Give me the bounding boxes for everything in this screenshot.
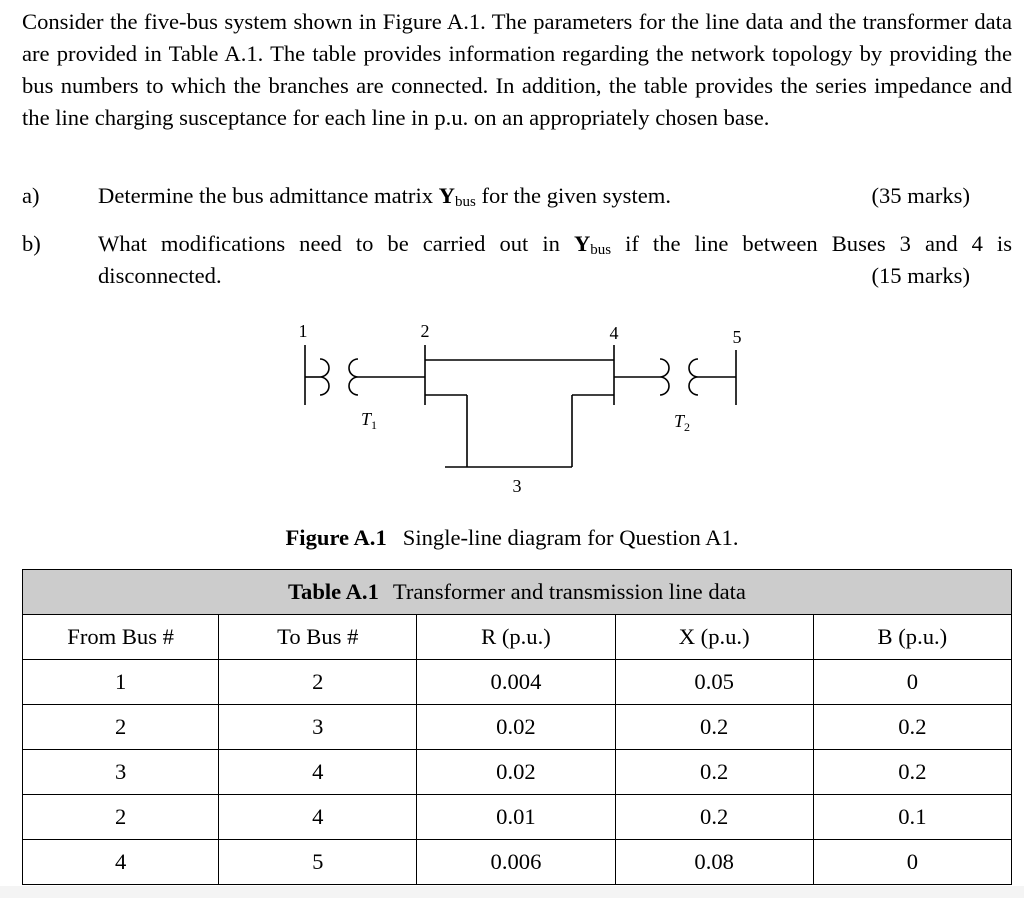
transformer-t1-label: $T_1$: [361, 409, 378, 432]
cell-r: 0.02: [417, 750, 615, 795]
transformer-t1-secondary-coil: [349, 359, 358, 395]
transformer-t2-primary-coil: [660, 359, 669, 395]
cell-x: 0.2: [615, 750, 813, 795]
header-x: X (p.u.): [615, 615, 813, 660]
question-b-text-line2: disconnected.: [98, 263, 222, 288]
table-row: [23, 705, 1012, 750]
cell-b: 0.2: [813, 705, 1011, 750]
cell-from-bus: 2: [23, 705, 219, 750]
cell-from-bus: 3: [23, 750, 219, 795]
single-line-diagram: [280, 315, 760, 500]
cell-to-bus: 3: [219, 705, 417, 750]
cell-from-bus: 4: [23, 840, 219, 885]
bus-1-label: 1: [298, 321, 308, 341]
cell-r: 0.004: [417, 660, 615, 705]
question-a-text: Determine the bus admittance matrix $Y_{bus}$ for the given system.: [98, 183, 671, 210]
question-a: [0, 180, 1024, 212]
table-row: [23, 660, 1012, 705]
cell-x: 0.2: [615, 705, 813, 750]
transformer-t2-secondary-coil: [689, 359, 698, 395]
header-from-bus: From Bus #: [23, 615, 219, 660]
line-data-table: [22, 569, 1012, 885]
cell-r: 0.006: [417, 840, 615, 885]
problem-intro: Consider the five-bus system shown in Figure A.1. The parameters for the line data and the transformer data are provided in Table A.1. The table provides information regarding the network topology by providing the bus numbers to which the branches are connected. In addition, the table provides the series impedance and the line charging susceptance for each line in p.u. on an appropriately chosen base.: [22, 9, 1012, 130]
cell-b: 0: [813, 840, 1011, 885]
cell-b: 0.2: [813, 750, 1011, 795]
bus-2-label: 2: [420, 321, 430, 341]
table-header-row: [23, 615, 1012, 660]
question-b-text: What modifications need to be carried out in $Y_{bus}$ if the line between Buses 3 and 4 is: [98, 231, 1012, 258]
table-row: [23, 750, 1012, 795]
page-bottom-edge: [0, 886, 1024, 898]
header-r: R (p.u.): [417, 615, 615, 660]
bus-3-label: 3: [512, 476, 522, 496]
table-row: [23, 795, 1012, 840]
question-a-label: a): [22, 183, 40, 208]
table-caption: Table A.1 Transformer and transmission line data: [23, 570, 1012, 615]
cell-b: 0: [813, 660, 1011, 705]
question-b-marks: (15 marks): [871, 263, 970, 288]
transformer-t1-primary-coil: [320, 359, 329, 395]
cell-x: 0.08: [615, 840, 813, 885]
cell-from-bus: 1: [23, 660, 219, 705]
cell-to-bus: 4: [219, 750, 417, 795]
cell-to-bus: 5: [219, 840, 417, 885]
table-row: [23, 840, 1012, 885]
question-b-label: b): [22, 231, 41, 256]
cell-x: 0.05: [615, 660, 813, 705]
header-b: B (p.u.): [813, 615, 1011, 660]
cell-to-bus: 2: [219, 660, 417, 705]
bus-5-label: 5: [732, 327, 742, 347]
cell-x: 0.2: [615, 795, 813, 840]
cell-r: 0.02: [417, 705, 615, 750]
figure-caption: Figure A.1 Single-line diagram for Question A1.: [285, 525, 739, 550]
question-b: [0, 228, 1024, 292]
cell-from-bus: 2: [23, 795, 219, 840]
transformer-t2-label: $T_2$: [674, 411, 691, 434]
cell-r: 0.01: [417, 795, 615, 840]
question-a-marks: (35 marks): [871, 183, 970, 208]
bus-4-label: 4: [609, 323, 619, 343]
header-to-bus: To Bus #: [219, 615, 417, 660]
cell-b: 0.1: [813, 795, 1011, 840]
cell-to-bus: 4: [219, 795, 417, 840]
